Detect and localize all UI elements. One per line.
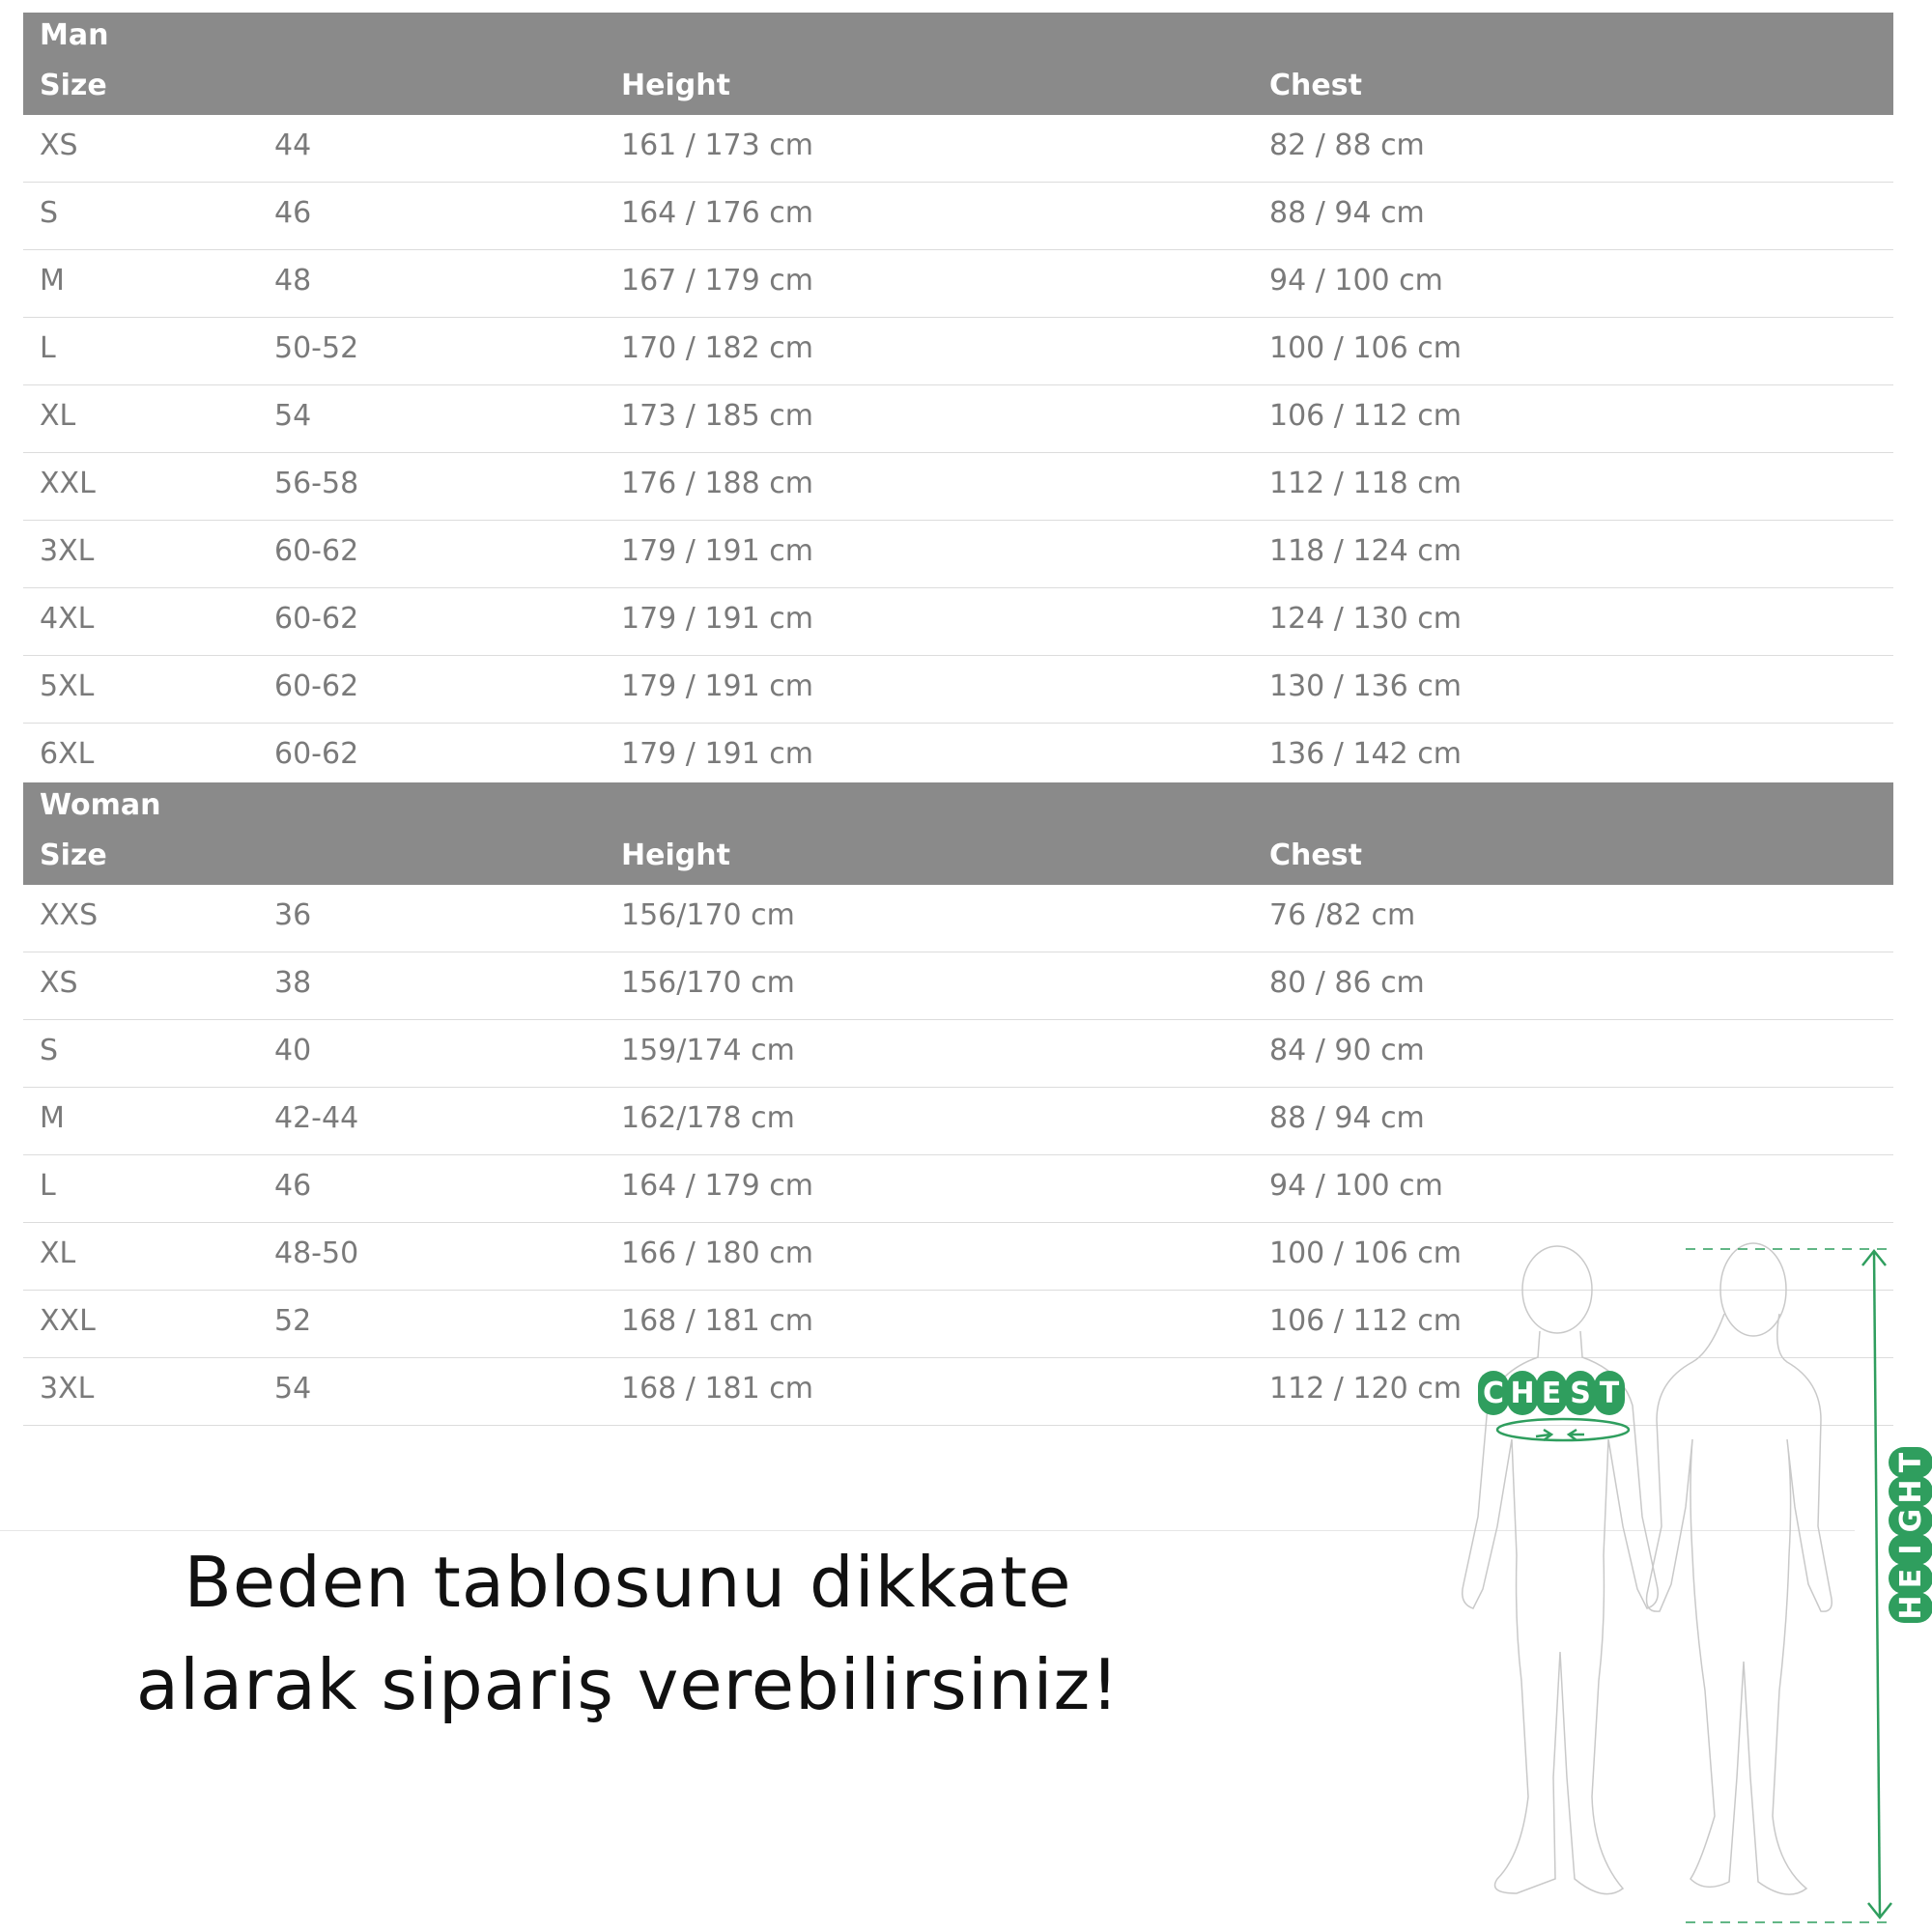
woman-table-row bbox=[23, 952, 1893, 1020]
woman-silhouette-icon bbox=[1647, 1243, 1833, 1894]
man-cell-chest-range: 94 / 100 cm bbox=[1269, 264, 1443, 298]
man-table-row bbox=[23, 588, 1893, 656]
woman-cell-size-label: XL bbox=[40, 1236, 76, 1270]
man-group-label: Man bbox=[40, 18, 109, 52]
man-cell-height-range: 179 / 191 cm bbox=[621, 737, 813, 771]
man-table-row bbox=[23, 318, 1893, 385]
man-cell-size-label: 5XL bbox=[40, 669, 95, 703]
man-table-body bbox=[23, 115, 1893, 791]
man-cell-chest-range: 130 / 136 cm bbox=[1269, 669, 1462, 703]
man-cell-size-label: XL bbox=[40, 399, 76, 433]
woman-header-height: Height bbox=[621, 838, 730, 872]
man-cell-chest-range: 112 / 118 cm bbox=[1269, 467, 1462, 500]
badge-letter: G bbox=[1889, 1505, 1932, 1536]
woman-cell-chest-range: 80 / 86 cm bbox=[1269, 966, 1425, 1000]
notice-line-1: Beden tablosunu dikkate bbox=[184, 1542, 1072, 1623]
woman-cell-height-range: 162/178 cm bbox=[621, 1101, 795, 1135]
height-label-badge bbox=[1889, 1439, 1932, 1623]
woman-cell-size-label: 3XL bbox=[40, 1372, 95, 1406]
man-table-row bbox=[23, 183, 1893, 250]
woman-group-label: Woman bbox=[40, 788, 161, 822]
man-cell-chest-range: 100 / 106 cm bbox=[1269, 331, 1462, 365]
figure-drawing bbox=[1439, 1236, 1932, 1932]
woman-cell-height-range: 166 / 180 cm bbox=[621, 1236, 813, 1270]
man-table-row bbox=[23, 453, 1893, 521]
man-cell-eu-size: 46 bbox=[274, 196, 312, 230]
woman-cell-height-range: 156/170 cm bbox=[621, 966, 795, 1000]
badge-letter: S bbox=[1565, 1371, 1596, 1415]
man-cell-chest-range: 106 / 112 cm bbox=[1269, 399, 1462, 433]
man-cell-eu-size: 54 bbox=[274, 399, 312, 433]
man-cell-eu-size: 56-58 bbox=[274, 467, 359, 500]
man-cell-chest-range: 118 / 124 cm bbox=[1269, 534, 1462, 568]
woman-cell-height-range: 168 / 181 cm bbox=[621, 1304, 813, 1338]
badge-letter: E bbox=[1889, 1563, 1932, 1594]
man-cell-height-range: 176 / 188 cm bbox=[621, 467, 813, 500]
man-cell-eu-size: 48 bbox=[274, 264, 312, 298]
height-label-letters bbox=[1889, 1449, 1932, 1623]
man-header-chest: Chest bbox=[1269, 69, 1362, 102]
man-cell-height-range: 161 / 173 cm bbox=[621, 128, 813, 162]
man-silhouette-icon bbox=[1463, 1246, 1659, 1894]
woman-cell-chest-range: 100 / 106 cm bbox=[1269, 1236, 1462, 1270]
notice-line-2: alarak sipariş verebilirsiniz! bbox=[135, 1644, 1121, 1725]
woman-cell-size-label: L bbox=[40, 1169, 56, 1203]
badge-letter: H bbox=[1507, 1371, 1538, 1415]
man-cell-eu-size: 50-52 bbox=[274, 331, 359, 365]
order-notice bbox=[87, 1531, 1169, 1736]
woman-cell-size-label: XS bbox=[40, 966, 78, 1000]
woman-header-chest: Chest bbox=[1269, 838, 1362, 872]
man-table-row bbox=[23, 115, 1893, 183]
man-cell-height-range: 179 / 191 cm bbox=[621, 602, 813, 636]
man-cell-height-range: 167 / 179 cm bbox=[621, 264, 813, 298]
man-cell-eu-size: 60-62 bbox=[274, 737, 359, 771]
measurement-figure bbox=[1439, 1236, 1932, 1932]
woman-cell-chest-range: 76 /82 cm bbox=[1269, 898, 1416, 932]
badge-letter: H bbox=[1889, 1592, 1932, 1623]
woman-cell-height-range: 159/174 cm bbox=[621, 1034, 795, 1067]
man-table-row bbox=[23, 656, 1893, 724]
man-table-row bbox=[23, 385, 1893, 453]
man-header-height: Height bbox=[621, 69, 730, 102]
woman-cell-height-range: 156/170 cm bbox=[621, 898, 795, 932]
woman-cell-eu-size: 38 bbox=[274, 966, 312, 1000]
woman-cell-eu-size: 48-50 bbox=[274, 1236, 359, 1270]
badge-letter: H bbox=[1889, 1476, 1932, 1507]
badge-letter: T bbox=[1594, 1371, 1625, 1415]
man-cell-size-label: 3XL bbox=[40, 534, 95, 568]
woman-table-row bbox=[23, 1020, 1893, 1088]
man-cell-eu-size: 44 bbox=[274, 128, 312, 162]
man-table-row bbox=[23, 250, 1893, 318]
man-cell-height-range: 170 / 182 cm bbox=[621, 331, 813, 365]
woman-table-row bbox=[23, 885, 1893, 952]
woman-cell-size-label: M bbox=[40, 1101, 65, 1135]
woman-table-row bbox=[23, 1155, 1893, 1223]
man-header-size: Size bbox=[40, 69, 107, 102]
woman-cell-height-range: 168 / 181 cm bbox=[621, 1372, 813, 1406]
man-cell-eu-size: 60-62 bbox=[274, 669, 359, 703]
woman-cell-size-label: S bbox=[40, 1034, 59, 1067]
woman-table-header bbox=[23, 782, 1893, 885]
woman-cell-chest-range: 106 / 112 cm bbox=[1269, 1304, 1462, 1338]
woman-header-size: Size bbox=[40, 838, 107, 872]
man-table-header bbox=[23, 13, 1893, 115]
woman-cell-eu-size: 40 bbox=[274, 1034, 312, 1067]
man-cell-eu-size: 60-62 bbox=[274, 602, 359, 636]
man-cell-chest-range: 82 / 88 cm bbox=[1269, 128, 1425, 162]
woman-cell-eu-size: 52 bbox=[274, 1304, 312, 1338]
man-cell-eu-size: 60-62 bbox=[274, 534, 359, 568]
man-cell-size-label: 6XL bbox=[40, 737, 95, 771]
woman-cell-eu-size: 46 bbox=[274, 1169, 312, 1203]
woman-cell-eu-size: 54 bbox=[274, 1372, 312, 1406]
man-cell-height-range: 179 / 191 cm bbox=[621, 534, 813, 568]
height-arrow-icon bbox=[1862, 1251, 1891, 1918]
chest-arrow-icon bbox=[1497, 1419, 1629, 1440]
man-cell-height-range: 173 / 185 cm bbox=[621, 399, 813, 433]
woman-cell-eu-size: 36 bbox=[274, 898, 312, 932]
badge-letter: C bbox=[1478, 1371, 1509, 1415]
badge-letter: T bbox=[1889, 1447, 1932, 1478]
man-cell-size-label: XXL bbox=[40, 467, 96, 500]
man-cell-size-label: XS bbox=[40, 128, 78, 162]
woman-table-row bbox=[23, 1088, 1893, 1155]
man-table-row bbox=[23, 724, 1893, 791]
man-table-row bbox=[23, 521, 1893, 588]
man-cell-height-range: 164 / 176 cm bbox=[621, 196, 813, 230]
badge-letter: I bbox=[1889, 1534, 1932, 1565]
woman-cell-chest-range: 112 / 120 cm bbox=[1269, 1372, 1462, 1406]
man-cell-size-label: 4XL bbox=[40, 602, 95, 636]
woman-cell-eu-size: 42-44 bbox=[274, 1101, 359, 1135]
man-cell-chest-range: 136 / 142 cm bbox=[1269, 737, 1462, 771]
woman-cell-size-label: XXS bbox=[40, 898, 99, 932]
man-cell-chest-range: 88 / 94 cm bbox=[1269, 196, 1425, 230]
woman-cell-size-label: XXL bbox=[40, 1304, 96, 1338]
woman-cell-height-range: 164 / 179 cm bbox=[621, 1169, 813, 1203]
woman-cell-chest-range: 84 / 90 cm bbox=[1269, 1034, 1425, 1067]
man-cell-size-label: L bbox=[40, 331, 56, 365]
chest-label-badge bbox=[1478, 1371, 1623, 1415]
height-guide-lines bbox=[1686, 1249, 1893, 1922]
man-size-table bbox=[23, 13, 1893, 791]
badge-letter: E bbox=[1536, 1371, 1567, 1415]
man-cell-height-range: 179 / 191 cm bbox=[621, 669, 813, 703]
man-cell-size-label: M bbox=[40, 264, 65, 298]
man-cell-chest-range: 124 / 130 cm bbox=[1269, 602, 1462, 636]
woman-cell-chest-range: 88 / 94 cm bbox=[1269, 1101, 1425, 1135]
woman-cell-chest-range: 94 / 100 cm bbox=[1269, 1169, 1443, 1203]
man-cell-size-label: S bbox=[40, 196, 59, 230]
